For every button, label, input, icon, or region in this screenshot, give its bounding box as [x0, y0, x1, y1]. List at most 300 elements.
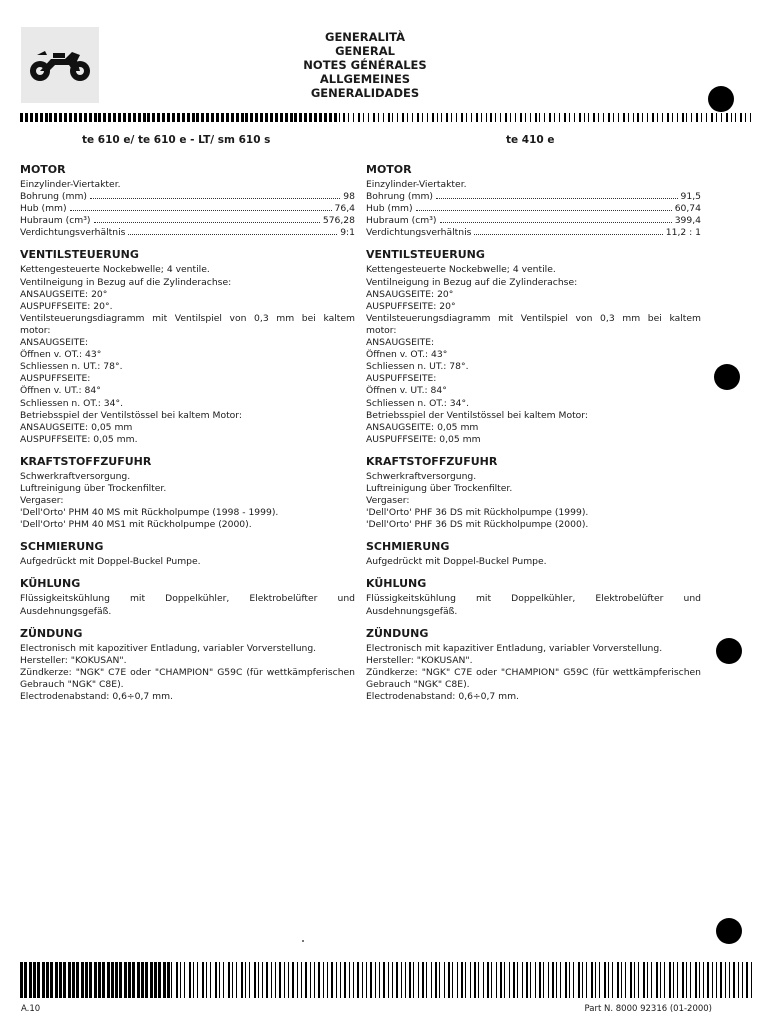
text-paragraph: Zündkerze: "NGK" C7E oder "CHAMPION" G59C (für wettkämpferischen Gebrauch "NGK" C8E). — [366, 666, 701, 690]
tab-bar — [245, 962, 246, 998]
text-paragraph: Flüssigkeitskühlung mit Doppelkühler, Elektrobelüfter und Ausdehnungsgefäß. — [20, 593, 355, 617]
tab-bar — [172, 113, 175, 122]
tab-bar — [686, 113, 687, 122]
tab-bar — [651, 962, 652, 998]
tab-bar — [500, 962, 502, 998]
tab-bar — [441, 113, 442, 122]
tab-bar — [157, 113, 160, 122]
tab-bar — [250, 113, 253, 122]
tab-bar — [673, 962, 674, 998]
tab-bar — [490, 113, 492, 122]
tab-bar — [115, 962, 118, 998]
tab-bar — [327, 962, 328, 998]
tab-bar — [409, 962, 411, 998]
tab-bar — [388, 962, 389, 998]
tab-bar — [466, 113, 467, 122]
tab-bar — [294, 113, 297, 122]
tab-bar — [163, 962, 166, 998]
tab-bar — [451, 113, 452, 122]
tab-bar — [535, 113, 537, 122]
tab-bar — [392, 113, 393, 122]
tab-bar — [137, 962, 140, 998]
tab-bar — [530, 113, 531, 122]
tab-bar — [145, 962, 148, 998]
tab-bar — [59, 113, 62, 122]
tab-bar — [470, 962, 471, 998]
tab-bar — [725, 962, 726, 998]
tab-bar — [236, 113, 239, 122]
tab-bar — [211, 113, 214, 122]
tab-bar — [578, 962, 580, 998]
tab-bar — [643, 962, 645, 998]
tab-bar — [236, 962, 237, 998]
text-line: 'Dell'Orto' PHM 40 MS mit Rückholpumpe (1998 - 1999). — [20, 507, 279, 519]
tab-bar — [107, 962, 110, 998]
tab-bar — [672, 113, 673, 122]
right-model-title: te 410 e — [506, 134, 555, 146]
spec-row — [20, 227, 355, 239]
tab-bar — [588, 113, 589, 122]
tab-bar — [262, 962, 263, 998]
tab-bar — [206, 113, 209, 122]
tab-bar — [141, 962, 144, 998]
tab-bar — [329, 113, 332, 122]
text-line: 'Dell'Orto' PHF 36 DS mit Rückholpumpe (2000). — [366, 519, 589, 531]
tab-bar — [642, 113, 643, 122]
tab-bar — [633, 113, 634, 122]
text-line: Hersteller: "KOKUSAN". — [366, 654, 473, 666]
tab-bar — [452, 962, 453, 998]
tab-bar — [210, 962, 211, 998]
tab-bar — [301, 962, 302, 998]
tab-bar — [111, 962, 114, 998]
tab-bar — [176, 962, 178, 998]
tab-bar — [318, 962, 320, 998]
tab-bar — [215, 962, 217, 998]
tab-bar — [437, 113, 438, 122]
tab-bar — [368, 113, 369, 122]
tab-bar — [720, 962, 722, 998]
tab-bar — [565, 962, 567, 998]
tab-bar — [319, 113, 322, 122]
tab-bar — [37, 962, 40, 998]
tab-bar — [515, 113, 516, 122]
tab-bar — [740, 113, 742, 122]
tab-bar — [564, 113, 566, 122]
section-heading: KRAFTSTOFFZUFUHR — [20, 454, 152, 468]
tab-bar — [427, 113, 428, 122]
tab-bar — [669, 962, 671, 998]
tab-bar — [735, 113, 736, 122]
tab-bar — [638, 962, 639, 998]
tab-bar — [193, 962, 194, 998]
text-line: Betriebsspiel der Ventilstössel bei kaltem Motor: — [366, 409, 589, 421]
spec-label: Hubraum (cm³) — [366, 215, 437, 227]
tab-bar — [74, 113, 77, 122]
tab-bar — [348, 113, 349, 122]
tab-bar — [162, 113, 165, 122]
spec-row — [366, 227, 701, 239]
bottom-tab-bars — [20, 962, 755, 998]
tab-bar — [265, 113, 268, 122]
tab-bar — [25, 113, 28, 122]
text-line: Kettengesteuerte Nockebwelle; 4 ventile. — [366, 264, 556, 276]
tab-bar — [241, 962, 243, 998]
tab-bar — [604, 962, 606, 998]
tab-bar — [255, 113, 258, 122]
tab-bar — [177, 113, 180, 122]
text-line: Luftreinigung über Trockenfilter. — [366, 482, 513, 494]
tab-bar — [270, 113, 273, 122]
motorcycle-logo — [21, 27, 99, 103]
text-line: Electrodenabstand: 0,6÷0,7 mm. — [366, 691, 519, 702]
tab-bar — [331, 962, 333, 998]
tab-bar — [630, 962, 632, 998]
tab-bar — [201, 113, 204, 122]
left-column — [20, 163, 355, 712]
tab-bar — [94, 113, 97, 122]
tab-bar — [569, 113, 570, 122]
spec-value: 399,4 — [674, 215, 701, 227]
tab-bar — [102, 962, 105, 998]
tab-bar — [383, 113, 384, 122]
tab-bar — [383, 962, 385, 998]
tab-bar — [444, 962, 445, 998]
spec-row — [366, 215, 701, 227]
tab-bar — [686, 962, 687, 998]
tab-bar — [249, 962, 250, 998]
spec-label: Hub (mm) — [20, 203, 67, 215]
text-line: Kettengesteuerte Nockebwelle; 4 ventile. — [20, 264, 210, 276]
spec-row — [20, 215, 355, 227]
tab-bar — [339, 113, 340, 122]
tab-bar — [621, 962, 622, 998]
tab-bar — [595, 962, 596, 998]
title-it: GENERALITÀ — [325, 30, 405, 44]
tab-bar — [54, 113, 57, 122]
text-line: Vergaser: — [20, 495, 64, 507]
section-heading: SCHMIERUNG — [20, 540, 104, 554]
tab-bar — [24, 962, 27, 998]
tab-bar — [340, 962, 341, 998]
tab-bar — [407, 113, 408, 122]
tab-bar — [84, 113, 87, 122]
tab-bar — [520, 113, 522, 122]
tab-bar — [461, 113, 463, 122]
spec-label: Bohrung (mm) — [20, 191, 87, 203]
tab-bar — [219, 962, 220, 998]
text-line: Ventilneigung in Bezug auf die Zylinderachse: — [20, 276, 232, 288]
tab-bar — [690, 962, 691, 998]
tab-bar — [363, 113, 364, 122]
tab-bar — [552, 962, 554, 998]
tab-bar — [357, 962, 359, 998]
tab-bar — [716, 113, 717, 122]
tab-bar — [481, 113, 482, 122]
tab-bar — [197, 962, 198, 998]
tab-bar — [707, 962, 709, 998]
text-line: Ventilneigung in Bezug auf die Zylinderachse: — [366, 276, 578, 288]
tab-bar — [510, 113, 511, 122]
tab-bar — [426, 962, 427, 998]
tab-bar — [491, 962, 492, 998]
text-line: AUSPUFFSEITE: 0,05 mm — [366, 433, 481, 445]
tab-bar — [695, 962, 697, 998]
tab-bar — [603, 113, 604, 122]
text-line: Schwerkraftversorgung. — [20, 470, 131, 482]
tab-bar — [279, 962, 281, 998]
tab-bar — [158, 962, 161, 998]
spec-value: 9:1 — [340, 227, 355, 239]
tab-bar — [712, 962, 713, 998]
tab-bar — [733, 962, 735, 998]
tab-bar — [509, 962, 510, 998]
section-heading: KÜHLUNG — [366, 577, 427, 591]
tab-bar — [64, 113, 67, 122]
right-column — [366, 163, 701, 712]
tab-bar — [182, 113, 185, 122]
tab-bar — [556, 962, 557, 998]
tab-bar — [94, 962, 97, 998]
tab-bar — [59, 962, 62, 998]
tab-bar — [664, 962, 665, 998]
lubrication-section — [366, 540, 701, 568]
tab-bar — [324, 113, 327, 122]
spec-value: 98 — [343, 191, 355, 203]
binder-hole — [716, 918, 742, 944]
tab-bar — [299, 113, 302, 122]
tab-bar — [275, 962, 276, 998]
tab-bar — [85, 962, 88, 998]
tab-bar — [422, 962, 424, 998]
text-line: Öffnen v. OT.: 43° — [20, 349, 102, 361]
tab-bar — [461, 962, 463, 998]
text-line: ANSAUGSEITE: — [366, 337, 435, 349]
tab-bar — [118, 113, 121, 122]
tab-bar — [171, 962, 172, 998]
tab-bar — [266, 962, 268, 998]
title-es: GENERALIDADES — [310, 86, 420, 100]
tab-bar — [288, 962, 289, 998]
text-line: Öffnen v. UT.: 84° — [366, 385, 447, 397]
tab-bar — [471, 113, 472, 122]
tab-bar — [119, 962, 122, 998]
tab-bar — [742, 962, 743, 998]
tab-bar — [677, 113, 678, 122]
section-heading: KÜHLUNG — [20, 577, 81, 591]
section-heading: KRAFTSTOFFZUFUHR — [366, 454, 498, 468]
tab-bar — [667, 113, 669, 122]
tab-bar — [456, 113, 457, 122]
binder-hole — [714, 364, 740, 390]
tab-bar — [446, 113, 448, 122]
tab-bar — [42, 962, 45, 998]
text-line: Schliessen n. OT.: 34°. — [20, 397, 123, 409]
tab-bar — [189, 962, 191, 998]
text-line: AUSPUFFSEITE: 0,05 mm. — [20, 433, 138, 445]
tab-bar — [366, 962, 367, 998]
text-line: 'Dell'Orto' PHF 36 DS mit Rückholpumpe (1999). — [366, 507, 589, 519]
spec-value: 76,4 — [334, 203, 355, 215]
tab-bar — [133, 113, 136, 122]
tab-bar — [50, 962, 53, 998]
text-line: 'Dell'Orto' PHM 40 MS1 mit Rückholpumpe (2000). — [20, 519, 252, 531]
tab-bar — [304, 113, 307, 122]
title-en: GENERAL — [335, 44, 395, 58]
tab-bar — [49, 113, 52, 122]
tab-bar — [413, 962, 414, 998]
tab-bar — [370, 962, 372, 998]
tab-bar — [76, 962, 79, 998]
tab-bar — [254, 962, 256, 998]
tab-bar — [309, 113, 312, 122]
tab-bar — [192, 113, 195, 122]
spec-row — [366, 191, 701, 203]
tab-bar — [396, 962, 398, 998]
tab-bar — [152, 113, 155, 122]
tab-bar — [608, 113, 610, 122]
tab-bar — [496, 962, 497, 998]
tab-bar — [474, 962, 476, 998]
tab-bar — [297, 962, 298, 998]
tab-bar — [143, 113, 146, 122]
tab-bar — [20, 113, 23, 122]
tab-bar — [505, 113, 507, 122]
tab-bar — [228, 962, 230, 998]
tab-bar — [45, 113, 48, 122]
tab-bar — [132, 962, 135, 998]
tab-bar — [89, 962, 92, 998]
tab-bar — [591, 962, 593, 998]
tab-bar — [495, 113, 496, 122]
tab-bar — [617, 962, 619, 998]
tab-bar — [388, 113, 390, 122]
tab-bar — [487, 962, 489, 998]
title-fr: NOTES GÉNÉRALES — [303, 58, 427, 72]
tab-bar — [305, 962, 307, 998]
spec-row — [20, 191, 355, 203]
tab-bar — [138, 113, 141, 122]
tab-bar — [124, 962, 127, 998]
spec-value: 91,5 — [680, 191, 701, 203]
tab-bar — [656, 962, 658, 998]
tab-bar — [68, 962, 71, 998]
tab-bar — [128, 113, 131, 122]
tab-bar — [108, 113, 111, 122]
tab-bar — [258, 962, 259, 998]
tab-bar — [574, 113, 575, 122]
tab-bar — [150, 962, 153, 998]
tab-bar — [504, 962, 505, 998]
tab-bar — [285, 113, 288, 122]
spec-value: 11,2 : 1 — [665, 227, 701, 239]
spec-label: Verdichtungsverhältnis — [366, 227, 472, 239]
tab-bar — [30, 113, 33, 122]
ignition-section — [366, 627, 701, 703]
tab-bar — [691, 113, 692, 122]
text-line: Hersteller: "KOKUSAN". — [20, 654, 127, 666]
tab-bar — [560, 962, 561, 998]
fuel-section — [20, 455, 355, 531]
text-line: Electronisch mit kapozitiver Entladung, variabler Vorverstellung. — [20, 642, 317, 654]
tab-bar — [379, 962, 380, 998]
tab-bar — [586, 962, 587, 998]
text-line: AUSPUFFSEITE: — [20, 373, 91, 385]
tab-bar — [180, 962, 181, 998]
tab-bar — [526, 962, 528, 998]
tab-bar — [35, 113, 38, 122]
tab-bar — [569, 962, 570, 998]
tab-bar — [637, 113, 639, 122]
tab-bar — [525, 113, 526, 122]
valve-timing-section — [366, 248, 701, 445]
spec-row — [366, 203, 701, 215]
tab-bar — [223, 962, 224, 998]
tab-bar — [539, 962, 541, 998]
tab-bar — [478, 962, 479, 998]
tab-bar — [343, 113, 345, 122]
text-line: ANSAUGSEITE: 20° — [20, 288, 108, 300]
tab-bar — [457, 962, 458, 998]
tab-bar — [652, 113, 654, 122]
tab-bar — [729, 962, 730, 998]
tab-bar — [292, 962, 294, 998]
tab-bar — [241, 113, 244, 122]
tab-bar — [397, 113, 398, 122]
text-paragraph: Zündkerze: "NGK" C7E oder "CHAMPION" G59C (für wettkämpferischen Gebrauch "NGK" C8E). — [20, 666, 355, 690]
tab-bar — [29, 962, 32, 998]
tab-bar — [579, 113, 581, 122]
text-line: Vergaser: — [366, 495, 410, 507]
valve-timing-section — [20, 248, 355, 445]
tab-bar — [334, 113, 337, 122]
tab-bar — [79, 113, 82, 122]
text-line: AUSPUFFSEITE: 20° — [366, 300, 456, 312]
tab-bar — [706, 113, 707, 122]
tab-bar — [751, 962, 752, 998]
ignition-section — [20, 627, 355, 703]
lubrication-section — [20, 540, 355, 568]
tab-bar — [113, 113, 116, 122]
text-paragraph: Ventilsteuerungsdiagramm mit Ventilspiel von 0,3 mm bei kaltem motor: — [20, 312, 355, 336]
tab-bar — [539, 113, 540, 122]
fuel-section — [366, 455, 701, 531]
spec-label: Bohrung (mm) — [366, 191, 433, 203]
text-line: Schwerkraftversorgung. — [366, 470, 477, 482]
tab-bar — [187, 113, 190, 122]
tab-bar — [435, 962, 437, 998]
tab-bar — [745, 113, 746, 122]
tab-bar — [647, 962, 648, 998]
spec-label: Verdichtungsverhältnis — [20, 227, 126, 239]
title-de: ALLGEMEINES — [319, 72, 411, 86]
tab-bar — [738, 962, 739, 998]
tab-bar — [20, 962, 23, 998]
tab-bar — [358, 113, 360, 122]
engine-type: Einzylinder-Viertakter. — [20, 179, 121, 190]
tab-bar — [608, 962, 609, 998]
tab-bar — [103, 113, 106, 122]
tab-bar — [530, 962, 531, 998]
text-line: Öffnen v. UT.: 84° — [20, 385, 101, 397]
page-number: A.10 — [21, 1004, 41, 1014]
tab-bar — [486, 113, 487, 122]
tab-bar — [465, 962, 466, 998]
section-heading: VENTILSTEUERUNG — [20, 248, 139, 262]
part-number: Part N. 8000 92316 (01-2000) — [584, 1004, 712, 1014]
tab-bar — [206, 962, 207, 998]
tab-bar — [721, 113, 722, 122]
